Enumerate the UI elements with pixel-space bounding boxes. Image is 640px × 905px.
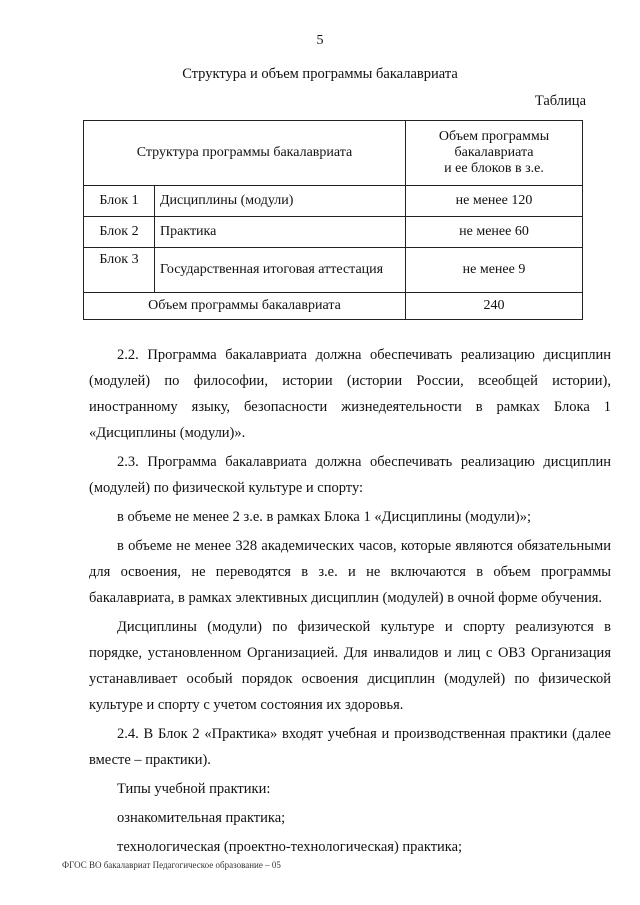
header-volume-cell: [406, 121, 583, 186]
paragraph: в объеме не менее 328 академических часов, которые являются обязательными для освоения, не переводятся в з.е. и не включаются в объем программы бакалавриата, в рамках элективных дисциплин (модулей) в очной форме обучения.: [89, 538, 611, 606]
block-id-cell: Блок 2: [84, 217, 155, 248]
paragraph: 2.3. Программа бакалавриата должна обеспечивать реализацию дисциплин (модулей) по физической культуре и спорту:: [89, 454, 611, 496]
header-volume-line: Объем программы: [438, 129, 550, 144]
paragraph: 2.2. Программа бакалавриата должна обеспечивать реализацию дисциплин (модулей) по философии, истории (истории России, всеобщей истории), иностранному языку, безопасности жизнедеятельности в рамках Блока 1 «Дисциплины (модули)».: [89, 347, 611, 441]
paragraph: ознакомительная практика;: [117, 810, 286, 826]
table-row: [84, 217, 583, 248]
table-row: [84, 248, 583, 293]
body-text: [89, 342, 611, 860]
page-title: Структура и объем программы бакалавриата: [182, 66, 458, 82]
block-name-cell: Практика: [155, 217, 406, 248]
paragraph: Дисциплины (модули) по физической культуре и спорту реализуются в порядке, установленном Организацией. Для инвалидов и лиц с ОВЗ Организация устанавливает особый порядок освоения дисциплин (модулей) по физической культуре и спорту с учетом состояния их здоровья.: [89, 619, 611, 713]
total-value-cell: 240: [406, 293, 583, 320]
header-volume-line: и ее блоков в з.е.: [444, 161, 544, 176]
table-total-row: [84, 293, 583, 320]
page-footer: ФГОС ВО бакалавриат Педагогическое образование – 05: [62, 860, 281, 870]
block-id-cell: Блок 3: [84, 248, 155, 293]
block-volume-cell: не менее 60: [406, 217, 583, 248]
table-caption: Таблица: [534, 93, 586, 109]
paragraph: Типы учебной практики:: [117, 781, 271, 797]
table-header-row: [84, 121, 583, 186]
paragraph: в объеме не менее 2 з.е. в рамках Блока 1 «Дисциплины (модули)»;: [117, 509, 532, 525]
page-number: 5: [316, 33, 324, 48]
block-name-cell: Государственная итоговая аттестация: [155, 248, 406, 293]
block-id-cell: Блок 1: [84, 186, 155, 217]
total-label-cell: Объем программы бакалавриата: [84, 293, 406, 320]
block-volume-cell: не менее 9: [406, 248, 583, 293]
block-volume-cell: не менее 120: [406, 186, 583, 217]
header-volume-line: бакалавриата: [454, 145, 534, 160]
block-name-cell: Дисциплины (модули): [155, 186, 406, 217]
header-structure-cell: Структура программы бакалавриата: [84, 121, 406, 186]
paragraph: 2.4. В Блок 2 «Практика» входят учебная и производственная практики (далее вместе – практики).: [89, 726, 611, 768]
program-structure-table: [83, 120, 583, 320]
paragraph: технологическая (проектно-технологическая) практика;: [117, 839, 463, 855]
table-row: [84, 186, 583, 217]
